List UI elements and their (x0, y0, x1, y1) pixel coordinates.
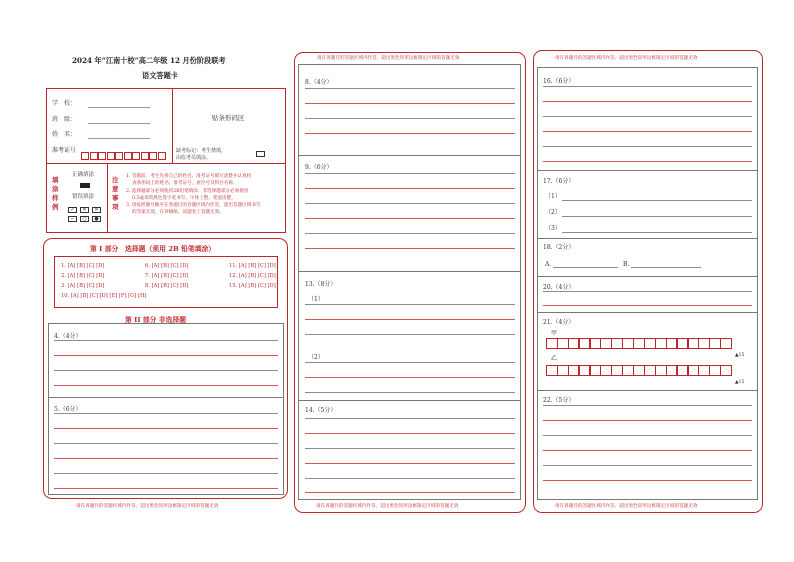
class-field[interactable] (88, 123, 150, 124)
answer-line[interactable] (54, 413, 278, 414)
q17-label: 17.（6分） (543, 178, 575, 185)
q8-label: 8.（4分） (305, 79, 333, 86)
q14-label: 14.（5分） (305, 407, 337, 414)
answer-line[interactable] (305, 248, 515, 249)
answer-line[interactable] (54, 370, 278, 371)
mc-q6[interactable]: 6. [A] [B] [C] [D] (145, 263, 189, 269)
absent-note-2: 由监考员填涂。 (176, 155, 212, 161)
answer-line[interactable] (543, 465, 752, 466)
answer-line[interactable] (543, 86, 752, 87)
barcode-area: 贴条形码区 (212, 114, 245, 122)
q21-yi-count: ▲15 (735, 380, 745, 385)
exam-id-label: 准考证号 (52, 147, 77, 154)
answer-line[interactable] (305, 334, 515, 335)
answer-line[interactable] (305, 463, 515, 464)
q-divider (298, 400, 521, 401)
mc-grid[interactable] (61, 263, 276, 303)
answer-line[interactable] (305, 188, 515, 189)
answer-line[interactable] (305, 304, 515, 305)
col2-bottom-warning: 请在各题目的答题区域内作答，超出黑色矩形边框限定区域的答题无效 (316, 504, 459, 509)
q4-label: 4.（4分） (54, 333, 82, 340)
sheet-subtitle: 语文答题卡 (142, 71, 178, 80)
note-line: 3. 请按照题号顺序在各题目的答题区域内作答，超出答题区域书写 (126, 203, 261, 209)
q17-sub2-label: （2） (545, 209, 561, 216)
q-divider (48, 397, 284, 398)
class-label: 班 级： (52, 116, 77, 123)
answer-line[interactable] (562, 232, 752, 233)
answer-line[interactable] (305, 418, 515, 419)
q21-jia-label: 甲 (551, 330, 558, 337)
mc-q10[interactable]: 10. [A] [B] [C] [D] [E] [F] [G] [H] (61, 293, 147, 299)
answer-line[interactable] (305, 448, 515, 449)
q-divider (537, 276, 758, 277)
answer-line[interactable] (543, 420, 752, 421)
notes-vertical-label: 注意事项 (112, 176, 119, 211)
mc-q8[interactable]: 8. [A] [B] [C] [D] (145, 283, 189, 289)
q-divider (537, 390, 758, 391)
q21-jia-grid[interactable] (546, 338, 731, 349)
answer-line[interactable] (54, 458, 278, 459)
answer-line[interactable] (305, 133, 515, 134)
exam-id-boxes[interactable] (81, 145, 166, 164)
answer-line[interactable] (543, 131, 752, 132)
q-divider (537, 238, 758, 239)
absent-note-1: 缺考标记：考生禁填， (176, 148, 227, 154)
mc-q12[interactable]: 12. [A] [B] [C] [D] (229, 273, 276, 279)
correct-fill-sample (80, 183, 90, 188)
correct-fill-label: 正确填涂 (72, 172, 95, 178)
answer-line[interactable] (543, 450, 752, 451)
answer-line[interactable] (305, 218, 515, 219)
q-divider (537, 170, 758, 171)
answer-line[interactable] (543, 116, 752, 117)
fill-divider (107, 163, 108, 233)
wrong-fill-samples: ✓ ✕ ✕ ─ ○ ● (68, 205, 101, 223)
part1-title: 第 I 部分 选择题（须用 2B 铅笔填涂） (90, 245, 216, 253)
mc-q1[interactable]: 1. [A] [B] [C] [D] (61, 263, 105, 269)
answer-line[interactable] (543, 405, 752, 406)
answer-line[interactable] (543, 161, 752, 162)
fill-example-vertical-label: 填涂样例 (52, 176, 59, 211)
answer-line[interactable] (54, 488, 278, 489)
answer-line[interactable] (305, 118, 515, 119)
answer-line[interactable] (54, 340, 278, 341)
col3-top-warning: 请在各题目的答题区域内作答，超出黑色矩形边框限定区域的答题无效 (555, 56, 698, 61)
q13-label: 13.（8分） (305, 281, 337, 288)
answer-line[interactable] (305, 173, 515, 174)
answer-line[interactable] (543, 101, 752, 102)
q16-label: 16.（6分） (543, 78, 575, 85)
note-line: 的答案无效，在草稿纸、试题卷上答题无效。 (126, 210, 224, 216)
col3-bottom-warning: 请在各题目的答题区域内作答，超出黑色矩形边框限定区域的答题无效 (555, 504, 698, 509)
answer-line[interactable] (305, 203, 515, 204)
answer-line[interactable] (305, 492, 515, 493)
answer-line[interactable] (305, 88, 515, 89)
answer-line[interactable] (305, 377, 515, 378)
col2-top-warning: 请在各题目的答题区域内作答，超出黑色矩形边框限定区域的答题无效 (317, 56, 460, 61)
answer-line[interactable] (305, 103, 515, 104)
school-field[interactable] (88, 107, 150, 108)
answer-line[interactable] (305, 233, 515, 234)
q21-yi-label: 乙 (551, 355, 558, 362)
mc-q7[interactable]: 7. [A] [B] [C] [D] (145, 273, 189, 279)
q4-q5-box (48, 323, 284, 495)
name-field[interactable] (88, 138, 150, 139)
mc-q2[interactable]: 2. [A] [B] [C] [D] (61, 273, 105, 279)
q18-b-line[interactable] (631, 267, 701, 268)
answer-line[interactable] (562, 216, 752, 217)
q5-label: 5.（6分） (54, 406, 82, 413)
notes-list (126, 173, 260, 217)
name-label: 姓 名： (52, 131, 77, 138)
q17-sub1-label: （1） (545, 193, 561, 200)
info-divider (172, 88, 173, 163)
note-line: 查条形码上的姓名、准考证号，座位号及科目名称。 (126, 181, 238, 187)
answer-line[interactable] (305, 362, 515, 363)
answer-line[interactable] (54, 443, 278, 444)
q13-sub1-label: （1） (308, 296, 324, 303)
q17-sub3-label: （3） (545, 225, 561, 232)
exam-title: 2024 年“江南十校”高二年级 12 月份阶段联考 (72, 56, 226, 65)
answer-line[interactable] (305, 319, 515, 320)
q-divider (298, 271, 521, 272)
part2-title: 第 II 部分 非选择题 (125, 316, 187, 324)
mc-q11[interactable]: 11. [A] [B] [C] [D] (229, 263, 276, 269)
note-line: 1. 答题前，考生先将自己的姓名、准考证号填写清楚并认真检 (126, 174, 252, 179)
absent-checkbox[interactable] (256, 151, 265, 157)
note-line: 2. 选择题部分必须使用2B铅笔填涂；非选择题部分必须使用 (126, 188, 249, 194)
answer-line[interactable] (305, 478, 515, 479)
q18-label: 18.（2分） (543, 244, 575, 251)
answer-line[interactable] (305, 392, 515, 393)
wrong-fill-label: 错误填涂 (72, 194, 95, 200)
school-label: 学 校： (52, 100, 77, 107)
mc-q3[interactable]: 3. [A] [B] [C] [D] (61, 283, 105, 289)
note-line: 0.5毫米的黑色签字笔书写，字体工整，笔迹清楚。 (126, 195, 236, 201)
answer-line[interactable] (562, 200, 752, 201)
answer-line[interactable] (543, 305, 752, 306)
q18-b-label: B. (623, 261, 630, 268)
q22-label: 22.（5分） (543, 397, 575, 404)
q13-sub2-label: （2） (308, 354, 324, 361)
q21-label: 21.（4分） (543, 319, 575, 326)
q9-label: 9.（6分） (305, 164, 333, 171)
answer-line[interactable] (54, 355, 278, 356)
answer-line[interactable] (54, 385, 278, 386)
answer-line[interactable] (54, 473, 278, 474)
q21-jia-count: ▲15 (735, 353, 745, 358)
q18-a-label: A. (545, 261, 552, 268)
q-divider (298, 155, 521, 156)
answer-line[interactable] (543, 291, 752, 292)
mc-q15[interactable]: 15. [A] [B] [C] [D] (229, 283, 276, 289)
answer-line[interactable] (543, 146, 752, 147)
q20-label: 20.（4分） (543, 284, 575, 291)
answer-line[interactable] (543, 435, 752, 436)
q-divider (537, 312, 758, 313)
q18-a-line[interactable] (553, 267, 618, 268)
q21-yi-grid[interactable] (546, 365, 731, 376)
answer-line[interactable] (305, 433, 515, 434)
answer-line[interactable] (543, 480, 752, 481)
col1-bottom-warning: 请在各题目的答题区域内作答，超出黑色矩形边框限定区域的答题无效 (76, 504, 219, 509)
answer-line[interactable] (54, 428, 278, 429)
